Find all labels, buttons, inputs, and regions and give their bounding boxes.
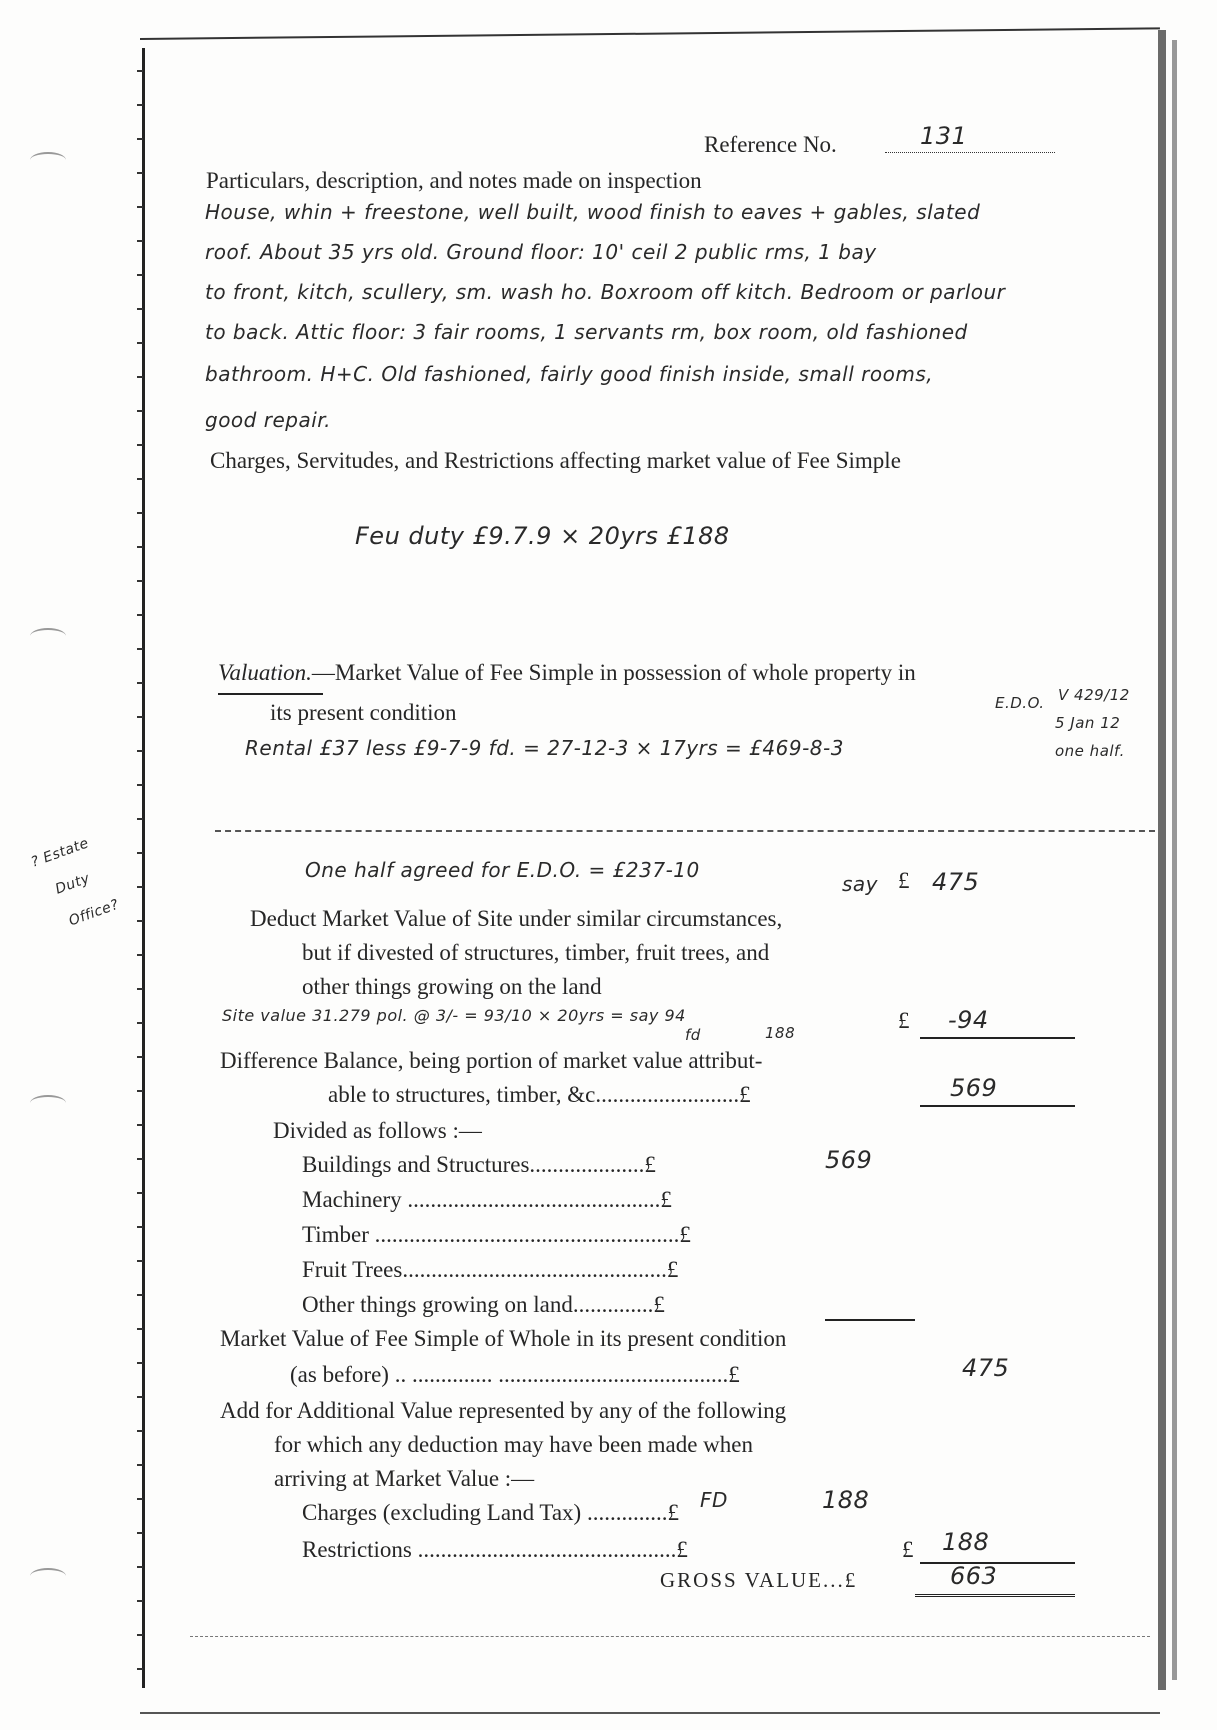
binding-tick — [137, 1260, 143, 1262]
binding-tick — [137, 444, 143, 446]
feu-duty-note: Feu duty £9.7.9 × 20yrs £188 — [355, 522, 730, 550]
additional-line-1: Add for Additional Value represented by any of the following — [220, 1398, 787, 1423]
binding-tick — [137, 1430, 143, 1432]
binding-edge — [142, 48, 145, 1688]
divided-buildings-value: 569 — [825, 1146, 873, 1174]
punch-hole-3 — [30, 1095, 66, 1111]
binding-tick — [137, 614, 143, 616]
binding-tick — [137, 1362, 143, 1364]
binding-tick — [137, 784, 143, 786]
edo-note-2: V 429/12 — [1058, 686, 1130, 704]
agreed-note: One half agreed for E.D.O. = £237-10 — [305, 858, 700, 882]
binding-tick — [137, 546, 143, 548]
divided-buildings-label: Buildings and Structures....................£ — [302, 1152, 656, 1177]
deduct-line-1: Deduct Market Value of Site under similar circumstances, — [250, 906, 783, 931]
binding-tick — [137, 1634, 143, 1636]
margin-note-1: ? Estate — [29, 835, 92, 871]
binding-tick — [137, 1396, 143, 1398]
binding-tick — [137, 648, 143, 650]
particulars-line-1: House, whin + freestone, well built, wood finish to eaves + gables, slated — [205, 200, 981, 224]
difference-line-2: able to structures, timber, &c.........................£ — [328, 1082, 751, 1107]
rental-note: Rental £37 less £9-7-9 fd. = 27-12-3 × 17yrs = £469-8-3 — [245, 736, 844, 760]
right-edge-shadow-2 — [1172, 40, 1177, 1680]
punch-hole-2 — [30, 628, 66, 644]
valuation-heading-line-2: its present condition — [270, 700, 457, 725]
particulars-line-4: to back. Attic floor: 3 fair rooms, 1 servants rm, box room, old fashioned — [205, 320, 968, 344]
difference-rule — [920, 1105, 1075, 1107]
charges-label: Charges (excluding Land Tax) ..............£ — [302, 1500, 679, 1525]
divided-other-label: Other things growing on land..............£ — [302, 1292, 665, 1317]
punch-hole-4 — [30, 1568, 66, 1584]
valuation-heading-italic: Valuation. — [218, 660, 312, 685]
binding-tick — [137, 342, 143, 344]
footer-dashed-rule — [190, 1636, 1150, 1637]
site-value-note: Site value 31.279 pol. @ 3/- = 93/10 × 20yrs = say 94 — [222, 1006, 686, 1025]
deduct-line-3: other things growing on the land — [302, 974, 602, 999]
binding-tick — [137, 920, 143, 922]
binding-tick — [137, 818, 143, 820]
market-whole-value: 475 — [962, 1354, 1010, 1382]
charges-heading: Charges, Servitudes, and Restrictions affecting market value of Fee Simple — [210, 448, 901, 473]
particulars-heading: Particulars, description, and notes made on inspection — [206, 168, 702, 193]
binding-tick — [137, 138, 143, 140]
binding-tick — [137, 1668, 143, 1670]
binding-tick — [137, 988, 143, 990]
binding-tick — [137, 1566, 143, 1568]
binding-tick — [137, 1600, 143, 1602]
divided-rule — [825, 1319, 915, 1321]
edo-note-1: E.D.O. — [995, 694, 1045, 712]
binding-tick — [137, 308, 143, 310]
binding-tick — [137, 1158, 143, 1160]
binding-tick — [137, 70, 143, 72]
gross-double-rule — [915, 1594, 1075, 1597]
site-value-note-188: 188 — [765, 1024, 796, 1042]
say-label: say — [842, 872, 879, 896]
valuation-heading — [218, 660, 916, 686]
market-whole-line-1: Market Value of Fee Simple of Whole in its present condition — [220, 1326, 787, 1351]
binding-tick — [137, 1328, 143, 1330]
top-border — [140, 27, 1160, 40]
gross-value-label: GROSS VALUE...£ — [660, 1568, 858, 1592]
gross-value: 663 — [950, 1562, 998, 1590]
binding-tick — [137, 512, 143, 514]
margin-note-3: Office? — [66, 896, 122, 930]
reference-number: 131 — [920, 122, 968, 150]
binding-tick — [137, 172, 143, 174]
binding-tick — [137, 376, 143, 378]
dashed-separator — [215, 830, 1155, 832]
deduct-rule — [920, 1037, 1075, 1039]
binding-tick — [137, 954, 143, 956]
binding-tick — [137, 1498, 143, 1500]
deduct-value: -94 — [948, 1006, 989, 1034]
valuation-underline — [218, 693, 323, 695]
binding-tick — [137, 1192, 143, 1194]
binding-tick — [137, 206, 143, 208]
restrictions-value: 188 — [942, 1528, 990, 1556]
binding-tick — [137, 1464, 143, 1466]
edo-note-4: one half. — [1055, 742, 1125, 760]
binding-tick — [137, 478, 143, 480]
punch-hole-1 — [30, 152, 66, 168]
site-value-note-fd: fd — [685, 1026, 701, 1044]
particulars-line-3: to front, kitch, scullery, sm. wash ho. Boxroom off kitch. Bedroom or parlour — [205, 280, 1006, 304]
particulars-line-6: good repair. — [205, 408, 331, 432]
binding-tick — [137, 1056, 143, 1058]
restrictions-pound: £ — [902, 1537, 914, 1562]
binding-tick — [137, 104, 143, 106]
particulars-line-2: roof. About 35 yrs old. Ground floor: 10' ceil 2 public rms, 1 bay — [205, 240, 877, 264]
binding-tick — [137, 716, 143, 718]
binding-tick — [137, 274, 143, 276]
edo-note-3: 5 Jan 12 — [1055, 714, 1121, 732]
deduct-line-2: but if divested of structures, timber, fruit trees, and — [302, 940, 770, 965]
additional-line-3: arriving at Market Value :— — [274, 1466, 535, 1491]
binding-tick — [137, 1022, 143, 1024]
binding-tick — [137, 1124, 143, 1126]
binding-tick — [137, 240, 143, 242]
binding-tick — [137, 1090, 143, 1092]
charges-value: 188 — [822, 1486, 870, 1514]
binding-tick — [137, 410, 143, 412]
difference-value: 569 — [950, 1074, 998, 1102]
binding-tick — [137, 1532, 143, 1534]
restrictions-label: Restrictions .............................................£ — [302, 1537, 688, 1562]
binding-tick — [137, 886, 143, 888]
margin-note-2: Duty — [53, 870, 93, 898]
additional-line-2: for which any deduction may have been made when — [274, 1432, 753, 1457]
divided-fruit-trees-label: Fruit Trees..............................................£ — [302, 1257, 679, 1282]
binding-tick — [137, 1294, 143, 1296]
bottom-border — [140, 1712, 1160, 1714]
reference-underline — [885, 152, 1055, 153]
divided-machinery-label: Machinery ............................................£ — [302, 1187, 672, 1212]
binding-tick — [137, 1226, 143, 1228]
market-whole-line-2: (as before) .. .............. ........................................£ — [290, 1362, 740, 1387]
restrictions-rule — [920, 1562, 1075, 1564]
difference-line-1: Difference Balance, being portion of market value attribut- — [220, 1048, 763, 1073]
particulars-line-5: bathroom. H+C. Old fashioned, fairly good finish inside, small rooms, — [205, 362, 934, 386]
binding-tick — [137, 750, 143, 752]
divided-heading: Divided as follows :— — [273, 1118, 482, 1143]
binding-tick — [137, 682, 143, 684]
binding-tick — [137, 852, 143, 854]
right-edge-shadow — [1158, 30, 1166, 1690]
binding-tick — [137, 580, 143, 582]
valuation-heading-rest: —Market Value of Fee Simple in possession of whole property in — [311, 660, 916, 685]
valuation-value: 475 — [932, 868, 980, 896]
divided-timber-label: Timber .....................................................£ — [302, 1222, 691, 1247]
reference-label: Reference No. — [704, 132, 837, 157]
charges-note: FD — [700, 1488, 728, 1512]
deduct-pound: £ — [898, 1008, 910, 1033]
valuation-pound: £ — [898, 868, 910, 893]
